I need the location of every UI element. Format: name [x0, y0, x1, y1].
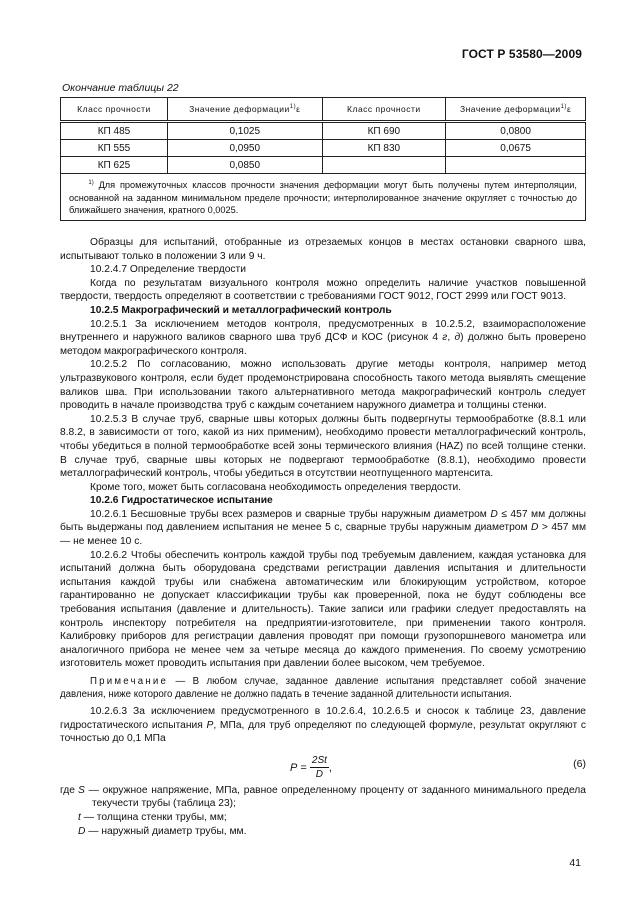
subsection-heading: 10.2.4.7 Определение твердости [90, 264, 246, 276]
formula-expression: P = $\frac{2St}{D}$ , [290, 754, 332, 781]
section-heading: 10.2.5 Макрографический и металлографический контроль [90, 304, 392, 316]
body-text [60, 236, 586, 838]
paragraph: Кроме того, может быть согласована необходимость определения твердости. [90, 481, 462, 493]
where-word: где [60, 784, 75, 796]
footnote-mark: 1) [88, 180, 94, 186]
definition-t: t — толщина стенки трубы, мм; [78, 811, 227, 823]
table-header-cell: Значение деформации$^{1)}$ε [446, 98, 586, 122]
note-paragraph [60, 675, 586, 701]
paragraph: 10.2.5.3 В случае труб, сварные швы которых должны быть подвергнуты термообработке (8.8.1 или 8.8.2, в зависимости от того, какой из них применим), необходимо провести металлографический контроль, чтобы убедиться в полной термообработке всей зоны термического влияния (HAZ) по всей толщине стенки. В случае труб, сварные швы которых не подвергают термообработке (8.8.1), необходимо провести металлографический контроль, чтобы убедиться в отсутствии неотпущенного мартенсита. [60, 413, 586, 480]
table-cell: 0,0850 [167, 157, 322, 174]
definition-D: D — наружный диаметр трубы, мм. [78, 825, 247, 837]
definition-S: S — окружное напряжение, МПа, равное определенному проценту от заданного минимального предела текучести трубы (таблица 23); [78, 784, 586, 810]
table-cell: 0,0800 [446, 122, 586, 140]
table-row [61, 157, 586, 174]
paragraph: 10.2.6.2 Чтобы обеспечить контроль каждой трубы под требуемым давлением, каждая установка для испытаний должна быть оборудована средствами регистрации давления испытания и длительности испытания каждой трубы или снабжена автоматическим или блокирующим устройством, которое гарантированно не допускает классификации трубы как проверенной, пока не будут соблюдены все требования испытания (давление и длительность). Такие записи или графики следует предоставлять на контроль инспектору потребителя на предприятии-изготовителе, при применении такого контроля. Калибровку приборов для регистрации давления проводят при помощи грузопоршневого манометра или аналогичного прибора не менее чем за четыре месяца до каждого применения. По своему усмотрению изготовитель может проводить испытания при давлении более высоком, чем требуемое. [60, 549, 586, 670]
footnote-mark: 1) [289, 104, 297, 111]
table-header-cell: Класс прочности [322, 98, 446, 122]
formula-6 [60, 750, 586, 780]
deformation-table [60, 97, 586, 221]
section-heading: 10.2.6 Гидростатическое испытание [90, 495, 273, 507]
paragraph: 10.2.5.1 За исключением методов контроля, предусмотренных в 10.2.5.2, взаиморасположение внутреннего и наружного валиков сварного шва труб ДСФ и КОС (рисунок 4 г, д) должно быть проверено методом макрографического контроля. [60, 318, 586, 357]
formula-number: (6) [573, 757, 586, 770]
footnote-text: Для промежуточных классов прочности значения деформации могут быть получены путем интерполяции, основанной на заданном минимальном пределе прочности; интерполированное значение округляет с точностью до ближайшего значения, кратного 0,0025. [69, 180, 577, 216]
table-cell: КП 625 [61, 157, 168, 174]
table-caption: Окончание таблицы 22 [62, 82, 179, 94]
table-footnote [61, 174, 586, 221]
document-header: ГОСТ Р 53580—2009 [461, 47, 582, 61]
page-number: 41 [569, 857, 581, 869]
table-cell: КП 690 [322, 122, 446, 140]
note-label: Примечание [90, 676, 169, 687]
table-header-row [61, 98, 586, 122]
table-cell: 0,0950 [167, 140, 322, 157]
table-header-cell: Класс прочности [61, 98, 168, 122]
table-cell: КП 485 [61, 122, 168, 140]
variable-definitions [60, 784, 586, 838]
table-cell: КП 555 [61, 140, 168, 157]
table-cell: 0,0675 [446, 140, 586, 157]
paragraph: Образцы для испытаний, отобранные из отрезаемых концов в местах остановки сварного шва, испытывают только в положении 3 или 9 ч. [60, 237, 586, 262]
table-cell-empty [446, 157, 586, 174]
table-footnote-row [61, 174, 586, 221]
paragraph: Когда по результатам визуального контроля можно определить наличие участков повышенной твердости, твердость определяют в соответствии с требованиями ГОСТ 9012, ГОСТ 2999 или ГОСТ 9013. [60, 277, 586, 303]
table-cell: 0,1025 [167, 122, 322, 140]
table-row [61, 140, 586, 157]
table-cell-empty [322, 157, 446, 174]
paragraph: 10.2.5.2 По согласованию, можно использовать другие методы контроля, например метод ультразвукового контроля, если будет продемонстрирована способность такого метода выявлять смещение валиков шва. При использовании такого альтернативного метода макрографический контроль следует проводить в начале производства труб с каждым сочетанием наружного диаметра и толщины стенки. [60, 359, 586, 412]
note-text: — В любом случае, заданное давление испытания представляет собой значение давления, ниже которого давление не должно падать в течение заданной длительности испытания. [60, 676, 586, 700]
table-row [61, 122, 586, 140]
formula-fraction: $\frac{2St}{D}$ [311, 754, 327, 781]
paragraph: 10.2.6.3 За исключением предусмотренного в 10.2.6.4, 10.2.6.5 и сноcок к таблице 23, давление гидростатического испытания P, МПа, для труб определяют по следующей формуле, результат округляют с точностью до 0,1 МПа [60, 706, 586, 745]
table-cell: КП 830 [322, 140, 446, 157]
paragraph: 10.2.6.1 Бесшовные трубы всех размеров и сварные трубы наружным диаметром D ≤ 457 мм должны быть выдержаны под давлением испытания не менее 5 с, сварные трубы наружным диаметром D > 457 мм — не менее 10 с. [60, 508, 586, 548]
footnote-mark: 1) [560, 104, 567, 111]
table-header-cell: Значение деформации$^{1)}$ε [167, 98, 322, 122]
